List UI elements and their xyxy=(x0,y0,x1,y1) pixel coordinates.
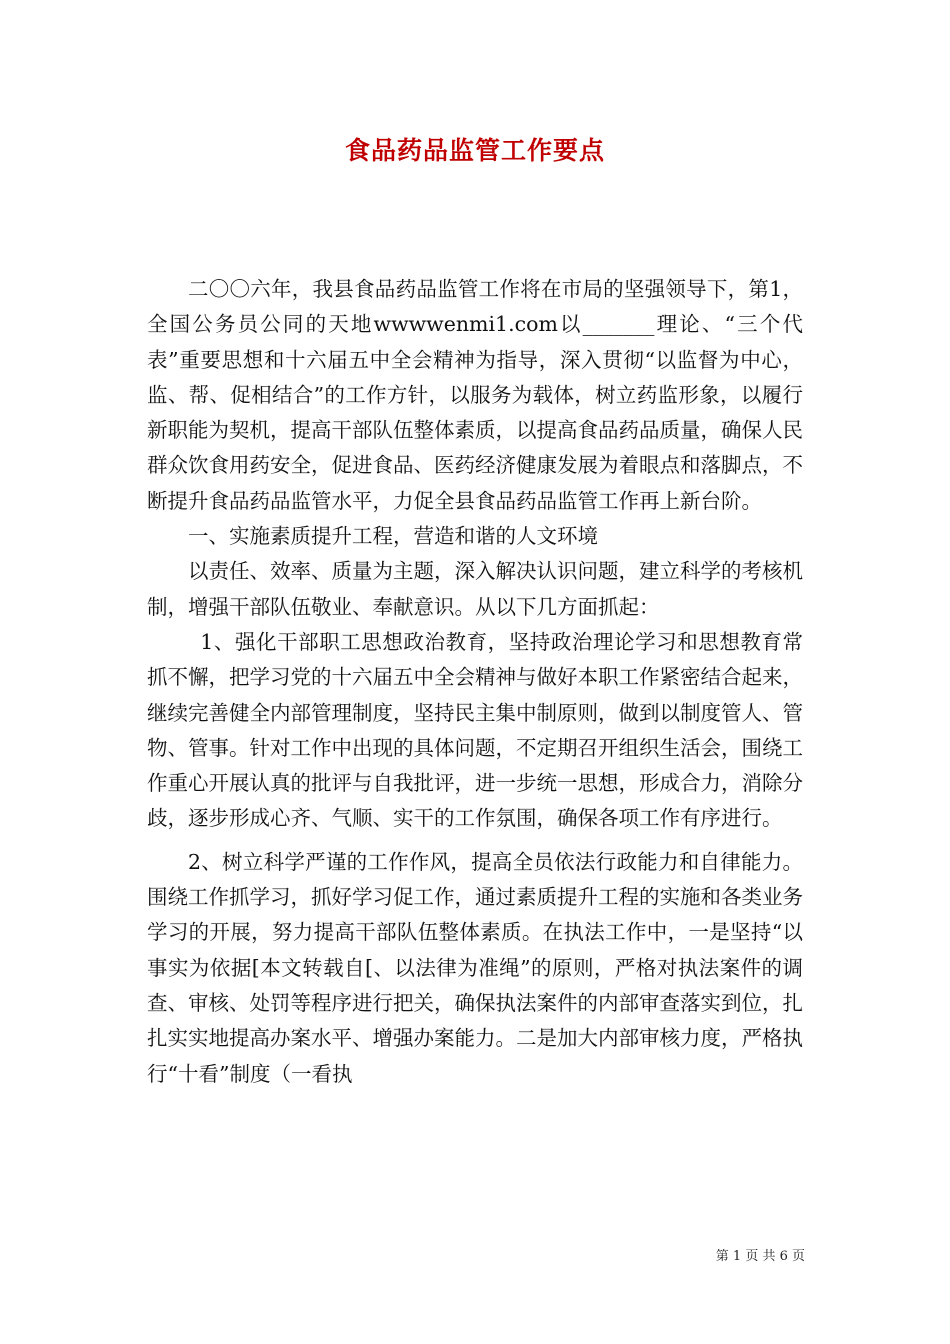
section-heading: 一、实施素质提升工程，营造和谐的人文环境 xyxy=(188,524,598,549)
item-1-paragraph: 1、强化干部职工思想政治教育，坚持政治理论学习和思想教育常抓不懈，把学习党的十六届五中全会精神与做好本职工作紧密结合起来，继续完善健全内部管理制度，坚持民主集中制原则，做到以制度管人、管物、管事。针对工作中出现的具体问题，不定期召开组织生活会，围绕工作重心开展认真的批评与自我批评，进一步统一思想，形成合力，消除分歧，逐步形成心齐、气顺、实干的工作氛围，确保各项工作有序进行。 xyxy=(147,629,803,831)
item-2-paragraph: 2、树立科学严谨的工作作风，提高全员依法行政能力和自律能力。围绕工作抓学习，抓好学习促工作，通过素质提升工程的实施和各类业务学习的开展，努力提高干部队伍整体素质。在执法工作中，一是坚持“以事实为依据[本文转载自[、以法律为准绳”的原则，严格对执法案件的调查、审核、处罚等程序进行把关，确保执法案件的内部审查落实到位，扎扎实实地提高办案水平、增强办案能力。二是加大内部审核力度，严格执行“十看”制度（一看执 xyxy=(147,849,803,1086)
intro-paragraph: 二〇〇六年，我县食品药品监管工作将在市局的坚强领导下，第1，全国公务员公同的天地wwwwenmi1.com以_______理论、“三个代表”重要思想和十六届五中全会精神为指导，深入贯彻“以监督为中心，监、帮、促相结合”的工作方针，以服务为载体，树立药监形象，以履行新职能为契机，提高干部队伍整体素质，以提高食品药品质量，确保人民群众饮食用药安全，促进食品、医药经济健康发展为着眼点和落脚点，不断提升食品药品监管水平，力促全县食品药品监管工作再上新台阶。 xyxy=(147,277,803,513)
page-number-footer: 第 1 页 共 6 页 xyxy=(715,1249,805,1264)
section-intro-paragraph: 以责任、效率、质量为主题，深入解决认识问题，建立科学的考核机制，增强干部队伍敬业、奉献意识。从以下几方面抓起： xyxy=(147,559,803,619)
document-title: 食品药品监管工作要点 xyxy=(344,136,605,165)
document-body xyxy=(147,272,803,1092)
